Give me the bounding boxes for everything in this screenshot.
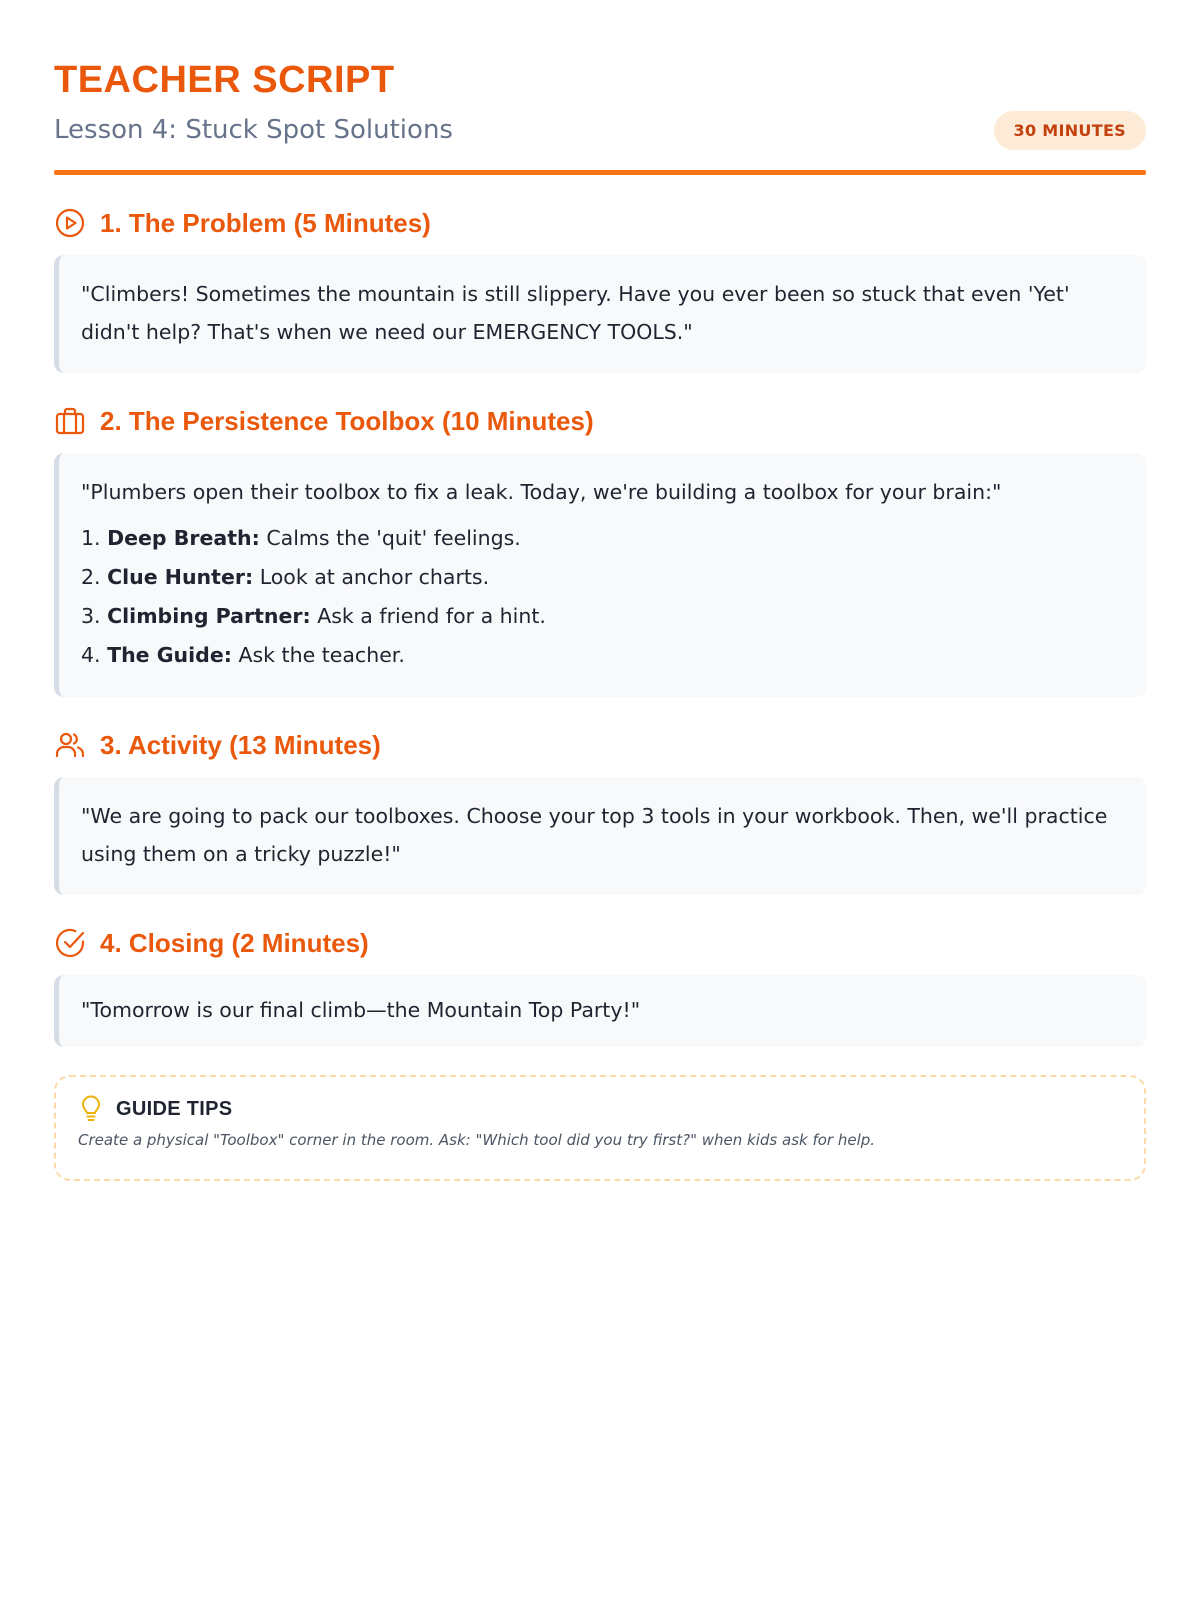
page-title: TEACHER SCRIPT — [54, 59, 395, 101]
section-title: 4. Closing (2 Minutes) — [100, 927, 369, 958]
list-item — [81, 636, 1122, 675]
section-heading — [54, 403, 1146, 439]
script-text: "Tomorrow is our final climb—the Mountain Top Party!" — [81, 998, 641, 1022]
tool-name: Climbing Partner: — [107, 604, 311, 628]
header — [54, 56, 1146, 175]
tips-heading — [78, 1095, 1122, 1123]
tool-number: 2. — [81, 565, 101, 589]
header-divider — [54, 170, 1146, 175]
guide-tips-box — [54, 1075, 1146, 1181]
script-text: "We are going to pack our toolboxes. Choose your top 3 tools in your workbook. Then, we'll practice using them on a tricky puzzle!" — [81, 804, 1108, 866]
section-problem — [54, 205, 1146, 373]
tips-text: Create a physical "Toolbox" corner in the room. Ask: "Which tool did you try first?" when kids ask for help. — [78, 1131, 876, 1149]
script-text: "Climbers! Sometimes the mountain is still slippery. Have you ever been so stuck that even 'Yet' didn't help? That's when we need our EMERGENCY TOOLS." — [81, 282, 1070, 344]
list-item — [81, 558, 1122, 597]
duration-badge: 30 MINUTES — [994, 111, 1146, 150]
tips-title: GUIDE TIPS — [116, 1097, 233, 1120]
list-item — [81, 519, 1122, 558]
lightbulb-icon — [78, 1095, 104, 1123]
list-item — [81, 597, 1122, 636]
tool-description: Ask a friend for a hint. — [317, 604, 546, 628]
play-circle-icon — [54, 207, 86, 239]
tool-number: 1. — [81, 526, 101, 550]
tool-description: Calms the 'quit' feelings. — [266, 526, 521, 550]
section-title: 2. The Persistence Toolbox (10 Minutes) — [100, 405, 594, 436]
lesson-subtitle: Lesson 4: Stuck Spot Solutions — [54, 115, 453, 145]
section-title: 3. Activity (13 Minutes) — [100, 729, 381, 760]
section-heading — [54, 727, 1146, 763]
script-text: "Plumbers open their toolbox to fix a leak. Today, we're building a toolbox for your brain:" — [81, 480, 1002, 504]
users-icon — [54, 729, 86, 761]
tool-description: Look at anchor charts. — [259, 565, 490, 589]
script-box — [54, 777, 1146, 895]
header-row — [54, 106, 1146, 154]
briefcase-icon — [54, 405, 86, 437]
section-heading — [54, 205, 1146, 241]
tool-list — [81, 519, 1122, 675]
check-circle-icon — [54, 927, 86, 959]
section-title: 1. The Problem (5 Minutes) — [100, 207, 431, 238]
section-heading — [54, 925, 1146, 961]
tool-name: The Guide: — [107, 643, 232, 667]
tool-description: Ask the teacher. — [238, 643, 405, 667]
script-box — [54, 255, 1146, 373]
tool-name: Clue Hunter: — [107, 565, 254, 589]
tool-number: 3. — [81, 604, 101, 628]
section-closing — [54, 925, 1146, 1047]
script-box — [54, 975, 1146, 1047]
script-box — [54, 453, 1146, 697]
tool-number: 4. — [81, 643, 101, 667]
section-activity — [54, 727, 1146, 895]
tool-name: Deep Breath: — [107, 526, 260, 550]
section-toolbox — [54, 403, 1146, 697]
